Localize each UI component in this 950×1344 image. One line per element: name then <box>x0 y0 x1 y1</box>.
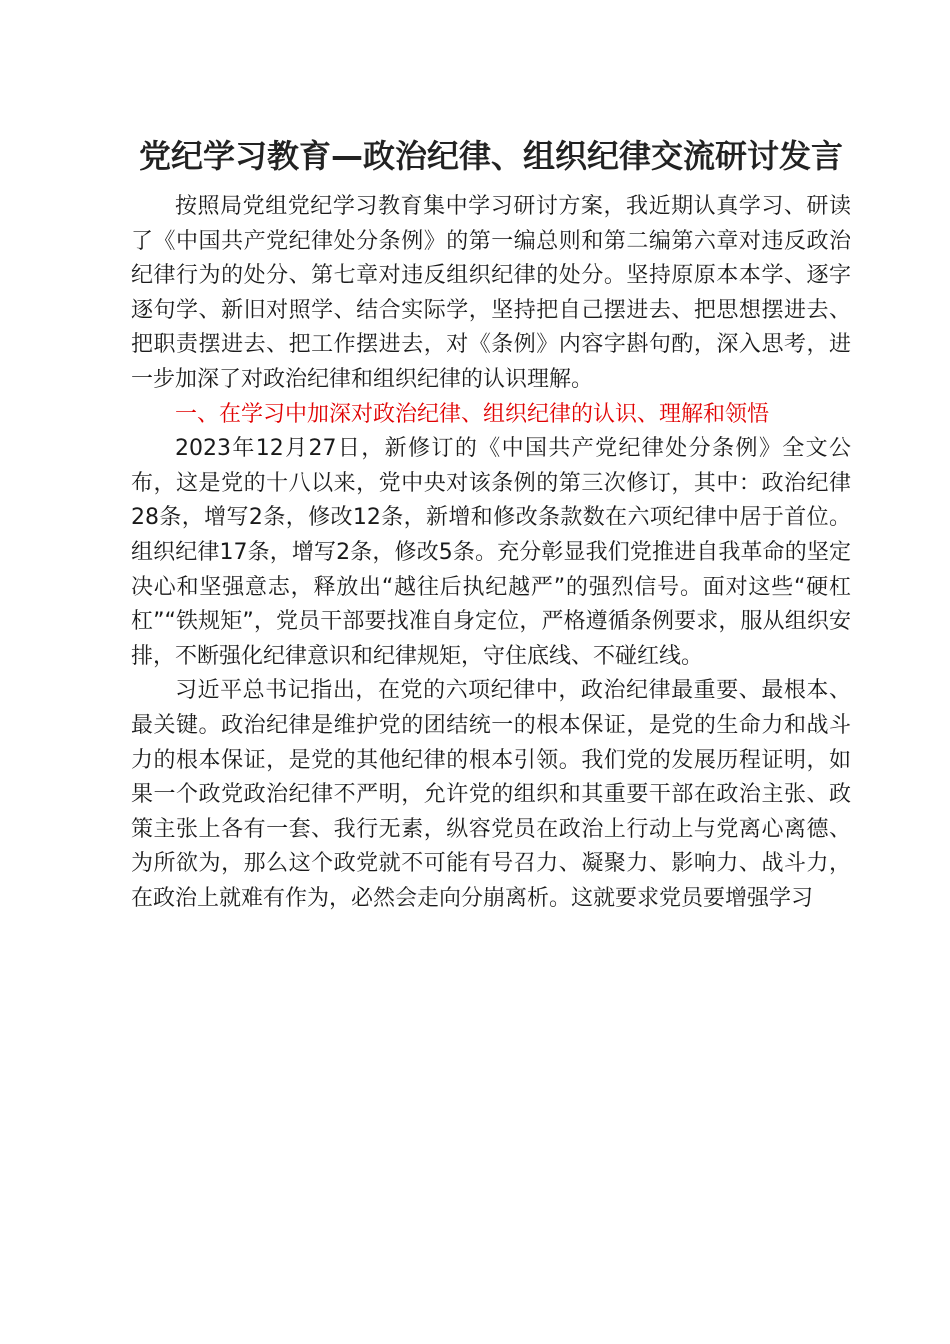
section-heading: 一、在学习中加深对政治纪律、组织纪律的认识、理解和领悟 <box>175 401 770 427</box>
body-paragraph: 习近平总书记指出，在党的六项纪律中，政治纪律最重要、最根本、最关键。政治纪律是维护党的团结统一的根本保证，是党的生命力和战斗力的根本保证，是党的其他纪律的根本引领。我们党的发展历程证明，如果一个政党政治纪律不严明，允许党的组织和其重要干部在政治主张、政策主张上各有一套、我行无素，纵容党员在政治上行动上与党离心离德、为所欲为，那么这个政党就不可能有号召力、凝聚力、影响力、战斗力，在政治上就难有作为，必然会走向分崩离析。这就要求党员要增强学习 <box>131 678 851 911</box>
body-paragraph: 2023年12月27日，新修订的《中国共产党纪律处分条例》全文公布，这是党的十八以来，党中央对该条例的第三次修订，其中：政治纪律28条，增写2条，修改12条，新增和修改条款数在六项纪律中居于首位。组织纪律17条，增写2条，修改5条。充分彰显我们党推进自我革命的坚定决心和坚强意志，释放出“越往后执纪越严”的强烈信号。面对这些“硬杠杠”“铁规矩”，党员干部要找准自身定位，严格遵循条例要求，服从组织安排，不断强化纪律意识和纪律规矩，守住底线、不碰红线。 <box>131 436 851 669</box>
document-page <box>131 130 851 916</box>
document-title: 党纪学习教育—政治纪律、组织纪律交流研讨发言 <box>138 137 843 175</box>
intro-paragraph: 按照局党组党纪学习教育集中学习研讨方案，我近期认真学习、研读了《中国共产党纪律处分条例》的第一编总则和第二编第六章对违反政治纪律行为的处分、第七章对违反组织纪律的处分。坚持原原本本学、逐字逐句学、新旧对照学、结合实际学，坚持把自己摆进去、把思想摆进去、把职责摆进去、把工作摆进去，对《条例》内容字斟句酌，深入思考，进一步加深了对政治纪律和组织纪律的认识理解。 <box>131 194 851 392</box>
